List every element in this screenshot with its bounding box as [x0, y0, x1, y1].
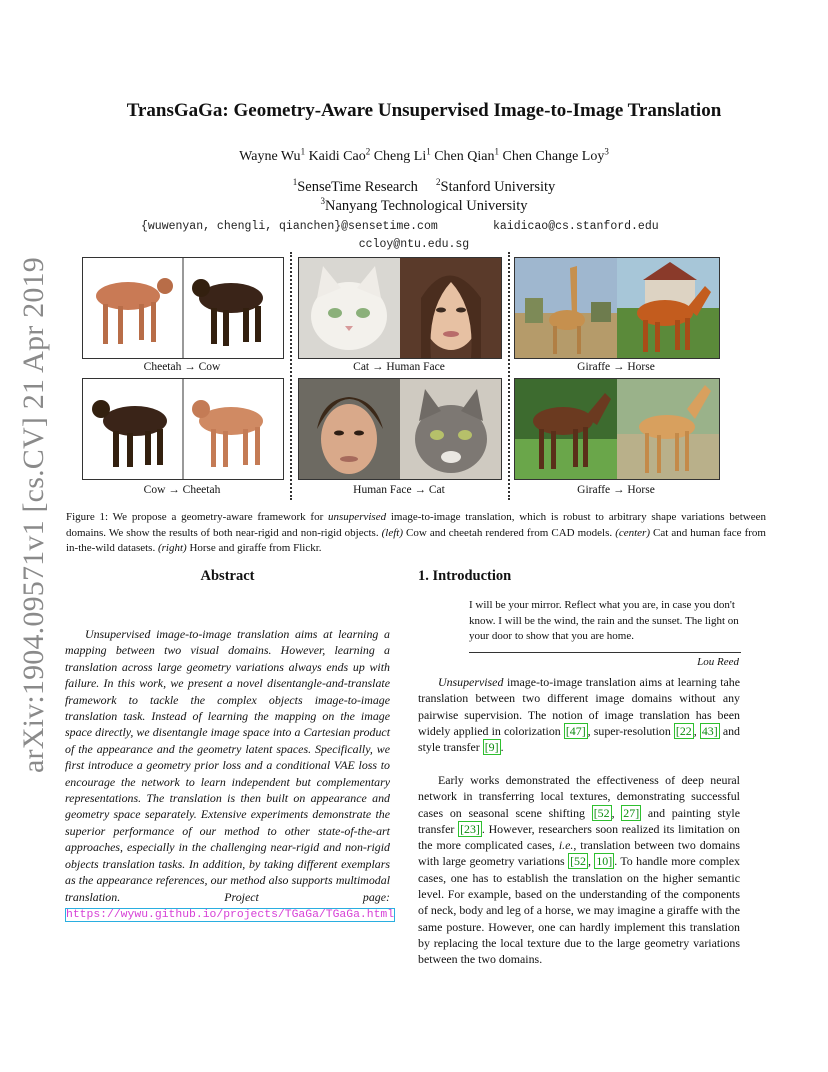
paper-title: TransGaGa: Geometry-Aware Unsupervised Image-to-Image Translation — [126, 100, 722, 121]
cow-cheetah-image — [83, 379, 283, 479]
arxiv-identifier: arXiv:1904.09571v1 [cs.CV] 21 Apr 2019 — [17, 257, 50, 773]
figure-panel-giraffe-horse-1 — [514, 257, 720, 359]
introduction-heading: 1. Introduction — [418, 568, 512, 584]
figure-label-human-cat: Human Face → Cat — [353, 484, 445, 496]
citation-link[interactable]: [52 — [570, 854, 586, 869]
author-list — [60, 146, 788, 165]
affiliation: $^3$Nanyang Technological University — [320, 196, 528, 214]
figure-panel-cow-cheetah — [82, 378, 284, 480]
email-ntu: ccloy@ntu.edu.sg — [358, 238, 470, 251]
affiliation-line-2 — [60, 196, 788, 215]
figure-divider-left — [290, 252, 292, 500]
citation-link[interactable]: [9] — [484, 740, 499, 755]
figure-panel-cat-human — [298, 257, 502, 359]
figure-divider-right — [508, 252, 510, 500]
figure-label-giraffe-horse-2: Giraffe → Horse — [577, 484, 655, 496]
author: Kaidi Cao$^2$ — [308, 146, 371, 164]
citation-link[interactable]: [22 — [675, 723, 692, 738]
author: Chen Qian$^1$ — [434, 146, 499, 164]
giraffe-horse-image-2 — [515, 379, 719, 479]
affiliation: $^2$Stanford University — [436, 177, 556, 195]
epigraph-author: Lou Reed — [697, 656, 739, 668]
human-cat-image — [299, 379, 501, 479]
citation-link[interactable]: 27] — [623, 805, 640, 820]
citation-link[interactable]: 43] — [701, 723, 718, 738]
cat-human-image — [299, 258, 501, 358]
figure-label-cow-cheetah: Cow → Cheetah — [143, 484, 221, 496]
abstract-heading: Abstract — [200, 568, 255, 584]
citation-link[interactable]: [47] — [565, 723, 586, 738]
figure-label-cheetah-cow: Cheetah → Cow — [143, 361, 221, 373]
figure-caption: Figure 1: We propose a geometry-aware framework for unsupervised image-to-image translation, which is robust to arbitrary shape variations between domains. We show the results of both near-rigid and non-rigid objects. (left) Cow and cheetah rendered from CAD models. (center) Cat and human face from in-the-wild datasets. (right) Horse and giraffe from Flickr. — [66, 511, 766, 554]
figure-label-giraffe-horse-1: Giraffe → Horse — [577, 361, 655, 373]
figure-label-cat-human: Cat → Human Face — [353, 361, 445, 373]
epigraph: I will be your mirror. Reflect what you are, in case you don't know. I will be the wind, the rain and the sunset. The light on your door to show that you are home. — [469, 599, 739, 642]
citation-link[interactable]: 10] — [596, 854, 613, 869]
email-sensetime: {wuwenyan, chengli, qianchen}@sensetime.com — [141, 220, 438, 233]
figure-panel-giraffe-horse-2 — [514, 378, 720, 480]
author: Chen Change Loy$^3$ — [502, 146, 609, 164]
email-stanford: kaidicao@cs.stanford.edu — [493, 220, 659, 233]
epigraph-rule — [469, 652, 741, 653]
citation-link[interactable]: [23] — [460, 821, 480, 836]
abstract-text: Unsupervised image-to-image translation aims at learning a mapping between two visual domains. However, learning a translation across large geometry variations always ends up with failure. In this work, we present a novel disentangle-and-translate framework to tackle the complex objects image-to-image translation task. Instead of learning the mapping on the image space directly, we disentangle image space into a Cartesian product of the appearance and the geometry latent spaces. Specifically, we first introduce a geometry prior loss and a conditional VAE loss to encourage the network to learn independent but complementary representations. The translation is then built on appearance and geometry space separately. Extensive experiments demonstrate the superior performance of our method to other state-of-the-art approaches, especially in the challenging near-rigid and non-rigid objects translation tasks. In addition, by taking different exemplars as the appearance references, our method also supports multimodal translation. Project page: https://wywu.github.io/projects/TGaGa/TGaGa.html — [65, 627, 395, 921]
project-page-link[interactable]: https://wywu.github.io/projects/TGaGa/TGaGa.html — [66, 908, 395, 921]
figure-panel-human-cat — [298, 378, 502, 480]
intro-paragraph-1: Unsupervised image-to-image translation aims at learning tahe translation between two different image domains without any pairwise supervision. The notion of image translation has been widely applied in colorization [47] , super-resolution [22 , 43] and style transfer [9] . — [418, 675, 740, 755]
cheetah-cow-image — [83, 258, 283, 358]
intro-paragraph-2: Early works demonstrated the effectiveness of deep neural network in transferring local textures, demonstrating successful cases on seasonal scene shifting [52 , 27] and painting style transfer [23] . However, researchers soon realized its limitation on the more complicated cases, i.e., translation between two domains with large geometry variations [52 , 10] . To handle more complex cases, one has to establish the translation on the higher semantic level. For example, based on the understanding of the components of neck, body and leg of a horse, we may imagine a giraffe with the same posture. However, one can hardly implement this translation by replacing the local texture due to the large geometry variations between the two domains. — [418, 773, 740, 967]
author: Cheng Li$^1$ — [373, 146, 431, 164]
author: Wayne Wu$^1$ — [239, 146, 306, 164]
affiliation-line-1 — [60, 177, 788, 196]
citation-link[interactable]: [52 — [593, 805, 610, 820]
figure-panel-cheetah-cow — [82, 257, 284, 359]
affiliation: $^1$SenseTime Research — [292, 177, 418, 195]
giraffe-horse-image-1 — [515, 258, 719, 358]
